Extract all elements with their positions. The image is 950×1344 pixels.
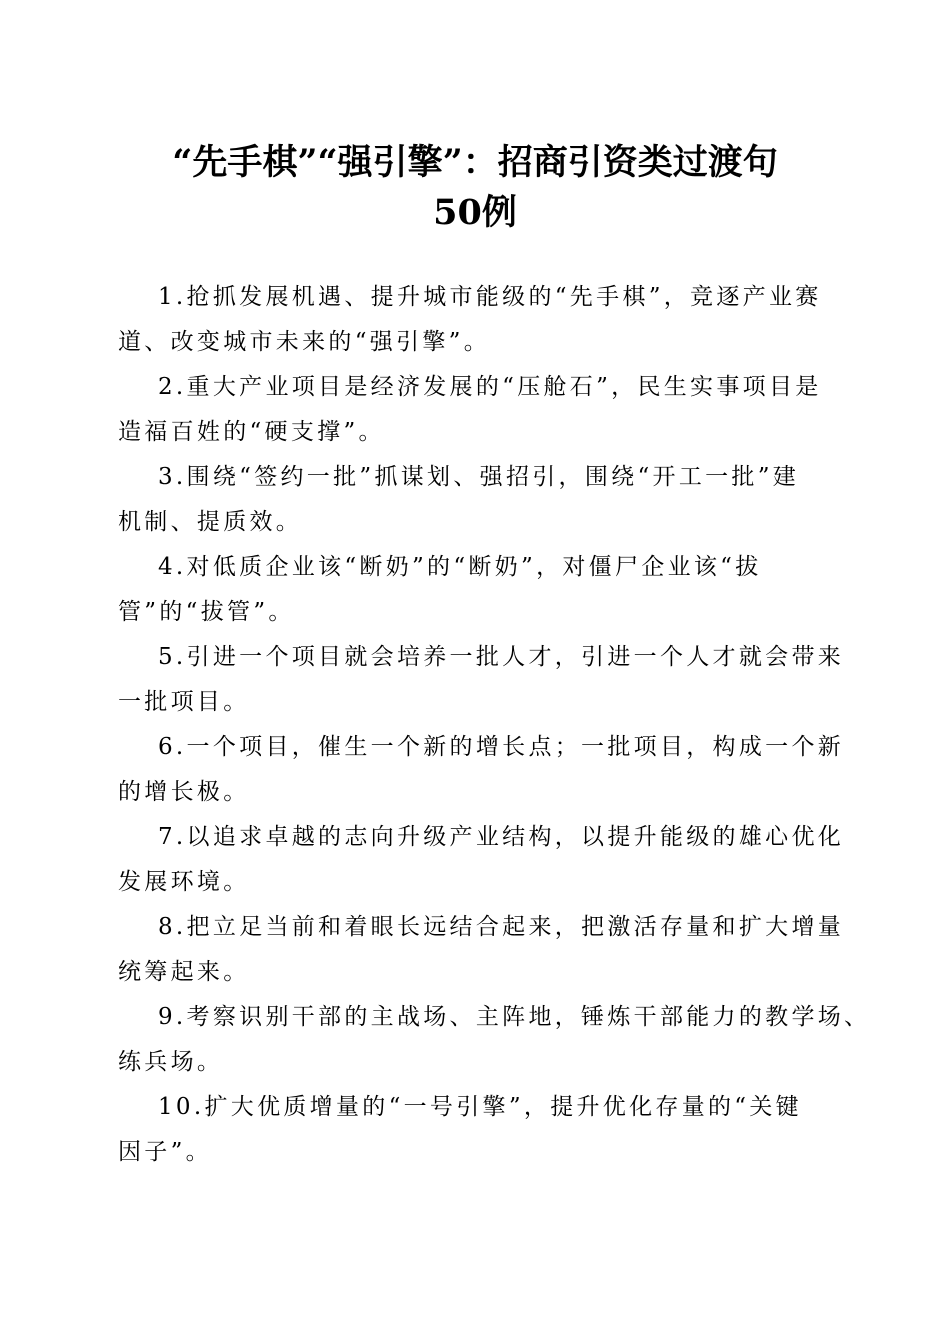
- paragraph-line: 7.以追求卓越的志向升级产业结构，以提升能级的雄心优化: [158, 824, 845, 850]
- paragraph-5: [118, 635, 845, 725]
- paragraph-line: 8.把立足当前和着眼长远结合起来，把激活存量和扩大增量: [158, 914, 845, 940]
- title-line-2: 50例: [433, 192, 517, 233]
- paragraph-line: 道、改变城市未来的“强引擎”。: [118, 329, 491, 355]
- paragraph-line: 5.引进一个项目就会培养一批人才，引进一个人才就会带来: [158, 644, 845, 670]
- paragraph-line: 1.抢抓发展机遇、提升城市能级的“先手棋”，竞逐产业赛: [158, 284, 822, 310]
- paragraph-line: 一批项目。: [118, 689, 250, 715]
- paragraph-10: [118, 1085, 828, 1175]
- document-title: [0, 138, 950, 238]
- paragraph-line: 练兵场。: [118, 1049, 224, 1075]
- paragraph-7: [118, 815, 845, 905]
- paragraph-line: 9.考察识别干部的主战场、主阵地，锤炼干部能力的教学场、: [158, 1004, 871, 1030]
- paragraph-line: 发展环境。: [118, 869, 250, 895]
- paragraph-line: 3.围绕“签约一批”抓谋划、强招引，围绕“开工一批”建: [158, 464, 800, 490]
- paragraph-9: [118, 995, 871, 1085]
- paragraph-line: 机制、提质效。: [118, 509, 303, 535]
- paragraph-line: 因子”。: [118, 1139, 212, 1165]
- document-body: [118, 275, 871, 1175]
- paragraph-6: [118, 725, 845, 815]
- title-line-1: “先手棋”“强引擎”：招商引资类过渡句: [172, 142, 778, 183]
- paragraph-line: 10.扩大优质增量的“一号引擎”，提升优化存量的“关键: [158, 1094, 802, 1120]
- paragraph-3: [118, 455, 828, 545]
- paragraph-line: 统筹起来。: [118, 959, 250, 985]
- paragraph-line: 造福百姓的“硬支撑”。: [118, 419, 385, 445]
- paragraph-8: [118, 905, 845, 995]
- paragraph-line: 2.重大产业项目是经济发展的“压舱石”，民生实事项目是: [158, 374, 822, 400]
- paragraph-1: [118, 275, 828, 365]
- paragraph-line: 6.一个项目，催生一个新的增长点；一批项目，构成一个新: [158, 734, 845, 760]
- paragraph-line: 管”的“拔管”。: [118, 599, 295, 625]
- paragraph-line: 的增长极。: [118, 779, 250, 805]
- paragraph-line: 4.对低质企业该“断奶”的“断奶”，对僵尸企业该“拔: [158, 554, 762, 580]
- paragraph-4: [118, 545, 828, 635]
- paragraph-2: [118, 365, 828, 455]
